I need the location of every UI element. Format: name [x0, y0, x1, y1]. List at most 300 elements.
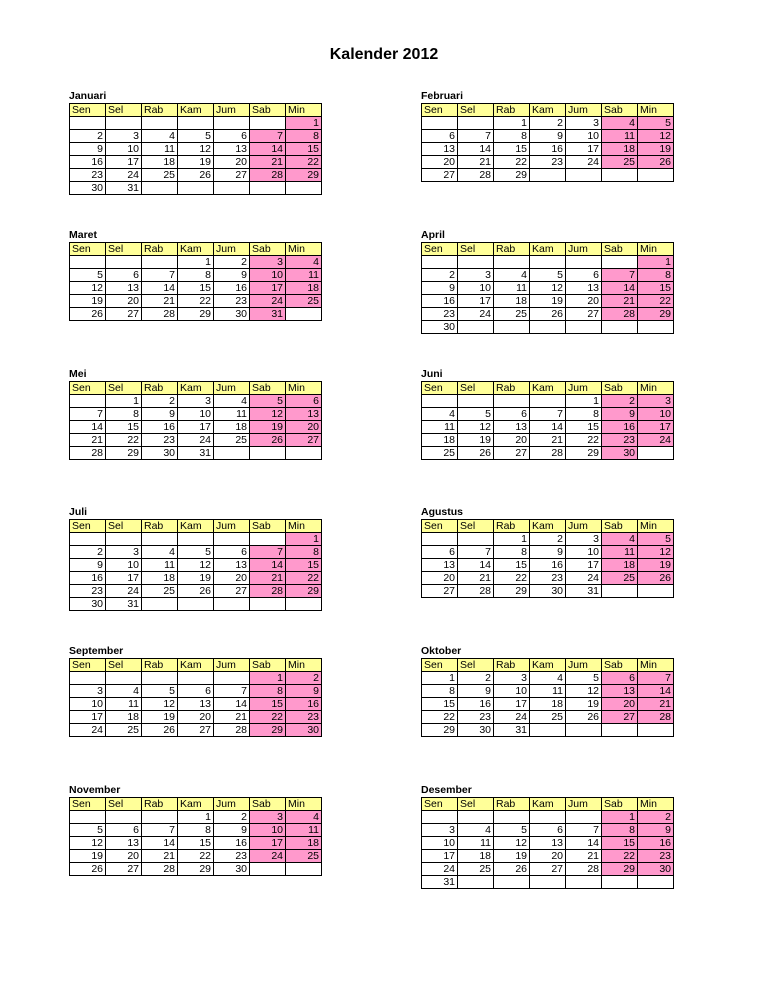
- day-cell: 28: [530, 447, 566, 460]
- empty-cell: [250, 447, 286, 460]
- weekday-header: Jum: [566, 520, 602, 533]
- day-cell: 10: [106, 143, 142, 156]
- month-name: September: [69, 645, 124, 657]
- weekend-day-cell: 8: [286, 546, 322, 559]
- empty-cell: [178, 598, 214, 611]
- day-cell: 16: [530, 143, 566, 156]
- weekday-header: Kam: [178, 659, 214, 672]
- weekday-header: Jum: [214, 104, 250, 117]
- weekday-header: Rab: [494, 243, 530, 256]
- empty-cell: [638, 876, 674, 889]
- day-cell: 11: [458, 837, 494, 850]
- day-cell: 7: [458, 546, 494, 559]
- empty-cell: [250, 533, 286, 546]
- empty-cell: [70, 117, 106, 130]
- day-cell: 29: [494, 585, 530, 598]
- week-row: [70, 117, 322, 130]
- weekday-header: Sab: [602, 104, 638, 117]
- day-cell: 8: [566, 408, 602, 421]
- weekend-day-cell: 11: [286, 824, 322, 837]
- day-cell: 29: [494, 169, 530, 182]
- day-cell: 20: [106, 295, 142, 308]
- day-cell: 4: [142, 130, 178, 143]
- day-cell: 6: [494, 408, 530, 421]
- day-cell: 9: [142, 408, 178, 421]
- day-cell: 3: [422, 824, 458, 837]
- empty-cell: [422, 256, 458, 269]
- week-row: [422, 269, 674, 282]
- weekend-day-cell: 4: [286, 256, 322, 269]
- day-cell: 31: [178, 447, 214, 460]
- weekend-day-cell: 3: [638, 395, 674, 408]
- empty-cell: [566, 811, 602, 824]
- week-row: [70, 711, 322, 724]
- month-table: [421, 381, 674, 460]
- weekend-day-cell: 23: [638, 850, 674, 863]
- week-row: [70, 282, 322, 295]
- day-cell: 15: [494, 143, 530, 156]
- day-cell: 13: [214, 559, 250, 572]
- day-cell: 28: [214, 724, 250, 737]
- day-cell: 22: [494, 156, 530, 169]
- week-row: [70, 395, 322, 408]
- month-agustus: [421, 506, 673, 598]
- day-cell: 27: [422, 169, 458, 182]
- day-cell: 24: [106, 585, 142, 598]
- month-name: Februari: [421, 90, 464, 102]
- month-table: [69, 381, 322, 460]
- week-row: [70, 421, 322, 434]
- weekend-day-cell: 26: [638, 156, 674, 169]
- day-cell: 19: [178, 572, 214, 585]
- weekday-header: Kam: [530, 659, 566, 672]
- weekday-header: Sab: [250, 382, 286, 395]
- week-row: [422, 533, 674, 546]
- week-row: [70, 546, 322, 559]
- day-cell: 15: [494, 559, 530, 572]
- day-cell: 6: [214, 546, 250, 559]
- day-cell: 17: [70, 711, 106, 724]
- day-cell: 4: [214, 395, 250, 408]
- month-name: Mei: [69, 368, 87, 380]
- empty-cell: [214, 447, 250, 460]
- weekend-day-cell: 1: [286, 533, 322, 546]
- empty-cell: [494, 811, 530, 824]
- day-cell: 10: [106, 559, 142, 572]
- weekend-day-cell: 13: [286, 408, 322, 421]
- month-table: [69, 658, 322, 737]
- day-cell: 10: [178, 408, 214, 421]
- empty-cell: [566, 876, 602, 889]
- week-row: [422, 876, 674, 889]
- week-row: [422, 408, 674, 421]
- day-cell: 6: [214, 130, 250, 143]
- weekend-day-cell: 8: [250, 685, 286, 698]
- weekday-header: Sel: [458, 382, 494, 395]
- weekend-day-cell: 1: [286, 117, 322, 130]
- weekend-day-cell: 4: [602, 117, 638, 130]
- weekday-header-row: [70, 520, 322, 533]
- day-cell: 15: [106, 421, 142, 434]
- empty-cell: [458, 117, 494, 130]
- day-cell: 9: [530, 546, 566, 559]
- weekday-header: Rab: [142, 104, 178, 117]
- weekend-day-cell: 19: [638, 143, 674, 156]
- week-row: [422, 724, 674, 737]
- weekday-header: Min: [286, 243, 322, 256]
- empty-cell: [142, 533, 178, 546]
- week-row: [422, 321, 674, 334]
- empty-cell: [530, 169, 566, 182]
- month-name: Oktober: [421, 645, 462, 657]
- month-name: Desember: [421, 784, 472, 796]
- day-cell: 26: [70, 863, 106, 876]
- day-cell: 26: [142, 724, 178, 737]
- weekday-header: Jum: [566, 798, 602, 811]
- week-row: [70, 672, 322, 685]
- day-cell: 25: [458, 863, 494, 876]
- weekday-header: Sen: [70, 659, 106, 672]
- day-cell: 13: [422, 143, 458, 156]
- weekend-day-cell: 21: [250, 156, 286, 169]
- day-cell: 12: [566, 685, 602, 698]
- weekend-day-cell: 12: [250, 408, 286, 421]
- week-row: [70, 850, 322, 863]
- weekday-header: Jum: [566, 104, 602, 117]
- day-cell: 25: [106, 724, 142, 737]
- day-cell: 11: [106, 698, 142, 711]
- weekday-header: Jum: [214, 520, 250, 533]
- day-cell: 10: [422, 837, 458, 850]
- day-cell: 26: [458, 447, 494, 460]
- month-table: [69, 103, 322, 195]
- day-cell: 26: [70, 308, 106, 321]
- weekday-header: Rab: [494, 382, 530, 395]
- week-row: [422, 308, 674, 321]
- day-cell: 2: [70, 130, 106, 143]
- weekend-day-cell: 21: [638, 698, 674, 711]
- weekend-day-cell: 9: [638, 824, 674, 837]
- weekend-day-cell: 17: [250, 837, 286, 850]
- day-cell: 4: [458, 824, 494, 837]
- week-row: [70, 156, 322, 169]
- day-cell: 19: [530, 295, 566, 308]
- weekday-header: Min: [638, 382, 674, 395]
- empty-cell: [142, 672, 178, 685]
- day-cell: 24: [494, 711, 530, 724]
- empty-cell: [458, 321, 494, 334]
- day-cell: 6: [106, 824, 142, 837]
- week-row: [422, 434, 674, 447]
- month-name: Juni: [421, 368, 443, 380]
- day-cell: 14: [566, 837, 602, 850]
- empty-cell: [566, 169, 602, 182]
- weekend-day-cell: 1: [638, 256, 674, 269]
- weekend-day-cell: 29: [250, 724, 286, 737]
- week-row: [422, 585, 674, 598]
- weekday-header: Sen: [70, 382, 106, 395]
- page-title: Kalender 2012: [329, 46, 439, 63]
- weekday-header: Rab: [142, 798, 178, 811]
- empty-cell: [638, 321, 674, 334]
- day-cell: 1: [178, 256, 214, 269]
- empty-cell: [250, 598, 286, 611]
- week-row: [422, 698, 674, 711]
- weekend-day-cell: 6: [602, 672, 638, 685]
- empty-cell: [70, 672, 106, 685]
- weekend-day-cell: 14: [602, 282, 638, 295]
- weekend-day-cell: 26: [250, 434, 286, 447]
- day-cell: 5: [142, 685, 178, 698]
- day-cell: 30: [70, 182, 106, 195]
- day-cell: 27: [106, 863, 142, 876]
- month-name: November: [69, 784, 121, 796]
- day-cell: 8: [106, 408, 142, 421]
- empty-cell: [178, 182, 214, 195]
- weekend-day-cell: 28: [638, 711, 674, 724]
- weekday-header-row: [422, 659, 674, 672]
- day-cell: 3: [458, 269, 494, 282]
- weekend-day-cell: 12: [638, 546, 674, 559]
- weekend-day-cell: 1: [250, 672, 286, 685]
- week-row: [422, 672, 674, 685]
- week-row: [422, 282, 674, 295]
- week-row: [422, 156, 674, 169]
- week-row: [422, 850, 674, 863]
- weekend-day-cell: 15: [638, 282, 674, 295]
- day-cell: 3: [566, 533, 602, 546]
- day-cell: 20: [422, 156, 458, 169]
- day-cell: 13: [494, 421, 530, 434]
- day-cell: 17: [106, 572, 142, 585]
- day-cell: 4: [494, 269, 530, 282]
- weekend-day-cell: 31: [250, 308, 286, 321]
- weekend-day-cell: 7: [602, 269, 638, 282]
- day-cell: 14: [530, 421, 566, 434]
- weekday-header: Rab: [142, 659, 178, 672]
- day-cell: 30: [530, 585, 566, 598]
- day-cell: 16: [214, 282, 250, 295]
- empty-cell: [566, 321, 602, 334]
- day-cell: 23: [214, 850, 250, 863]
- weekday-header: Min: [638, 243, 674, 256]
- day-cell: 18: [142, 156, 178, 169]
- day-cell: 10: [566, 546, 602, 559]
- week-row: [422, 117, 674, 130]
- empty-cell: [106, 811, 142, 824]
- day-cell: 11: [214, 408, 250, 421]
- day-cell: 16: [422, 295, 458, 308]
- empty-cell: [602, 256, 638, 269]
- day-cell: 11: [142, 559, 178, 572]
- weekday-header: Min: [286, 659, 322, 672]
- weekend-day-cell: 7: [250, 130, 286, 143]
- day-cell: 14: [142, 837, 178, 850]
- day-cell: 20: [566, 295, 602, 308]
- day-cell: 31: [566, 585, 602, 598]
- empty-cell: [602, 876, 638, 889]
- empty-cell: [602, 169, 638, 182]
- weekday-header: Min: [286, 382, 322, 395]
- week-row: [70, 447, 322, 460]
- weekend-day-cell: 11: [602, 130, 638, 143]
- weekday-header: Kam: [178, 798, 214, 811]
- day-cell: 28: [70, 447, 106, 460]
- day-cell: 11: [494, 282, 530, 295]
- day-cell: 13: [178, 698, 214, 711]
- weekend-day-cell: 25: [602, 572, 638, 585]
- day-cell: 28: [142, 308, 178, 321]
- weekend-day-cell: 11: [286, 269, 322, 282]
- month-table: [421, 519, 674, 598]
- weekday-header: Sab: [602, 382, 638, 395]
- empty-cell: [214, 182, 250, 195]
- month-table: [421, 242, 674, 334]
- day-cell: 8: [178, 269, 214, 282]
- weekday-header: Sen: [422, 659, 458, 672]
- weekend-day-cell: 22: [250, 711, 286, 724]
- weekend-day-cell: 29: [602, 863, 638, 876]
- day-cell: 18: [458, 850, 494, 863]
- day-cell: 24: [566, 156, 602, 169]
- day-cell: 14: [458, 559, 494, 572]
- weekday-header: Kam: [530, 520, 566, 533]
- weekend-day-cell: 30: [286, 724, 322, 737]
- day-cell: 8: [494, 130, 530, 143]
- weekday-header: Jum: [566, 243, 602, 256]
- weekend-day-cell: 25: [286, 295, 322, 308]
- day-cell: 6: [106, 269, 142, 282]
- day-cell: 12: [178, 559, 214, 572]
- weekday-header: Sab: [250, 520, 286, 533]
- day-cell: 22: [422, 711, 458, 724]
- day-cell: 17: [458, 295, 494, 308]
- day-cell: 12: [142, 698, 178, 711]
- day-cell: 19: [178, 156, 214, 169]
- day-cell: 10: [566, 130, 602, 143]
- day-cell: 16: [530, 559, 566, 572]
- weekend-day-cell: 16: [638, 837, 674, 850]
- weekend-day-cell: 2: [638, 811, 674, 824]
- empty-cell: [602, 585, 638, 598]
- empty-cell: [286, 863, 322, 876]
- weekend-day-cell: 5: [638, 533, 674, 546]
- day-cell: 12: [70, 282, 106, 295]
- week-row: [70, 408, 322, 421]
- day-cell: 12: [178, 143, 214, 156]
- day-cell: 6: [530, 824, 566, 837]
- weekday-header-row: [70, 659, 322, 672]
- empty-cell: [106, 256, 142, 269]
- day-cell: 17: [106, 156, 142, 169]
- weekday-header: Sab: [250, 798, 286, 811]
- day-cell: 20: [530, 850, 566, 863]
- weekday-header: Rab: [494, 520, 530, 533]
- day-cell: 21: [530, 434, 566, 447]
- day-cell: 31: [494, 724, 530, 737]
- weekend-day-cell: 3: [250, 256, 286, 269]
- weekend-day-cell: 8: [638, 269, 674, 282]
- empty-cell: [142, 811, 178, 824]
- day-cell: 19: [70, 850, 106, 863]
- day-cell: 17: [566, 559, 602, 572]
- empty-cell: [530, 395, 566, 408]
- month-juli: [69, 506, 321, 611]
- empty-cell: [530, 321, 566, 334]
- day-cell: 29: [106, 447, 142, 460]
- day-cell: 22: [106, 434, 142, 447]
- month-februari: [421, 90, 673, 182]
- day-cell: 2: [530, 117, 566, 130]
- empty-cell: [142, 598, 178, 611]
- day-cell: 2: [458, 672, 494, 685]
- weekend-day-cell: 4: [286, 811, 322, 824]
- weekday-header: Sen: [422, 798, 458, 811]
- weekday-header: Rab: [494, 104, 530, 117]
- day-cell: 13: [106, 282, 142, 295]
- day-cell: 15: [178, 282, 214, 295]
- month-november: [69, 784, 321, 876]
- month-table: [69, 519, 322, 611]
- weekend-day-cell: 20: [286, 421, 322, 434]
- month-table: [421, 103, 674, 182]
- day-cell: 6: [422, 546, 458, 559]
- week-row: [70, 585, 322, 598]
- weekend-day-cell: 28: [250, 585, 286, 598]
- day-cell: 25: [530, 711, 566, 724]
- weekday-header: Sab: [250, 659, 286, 672]
- day-cell: 7: [70, 408, 106, 421]
- weekend-day-cell: 5: [638, 117, 674, 130]
- day-cell: 9: [70, 559, 106, 572]
- day-cell: 23: [70, 169, 106, 182]
- day-cell: 23: [458, 711, 494, 724]
- weekday-header: Sel: [106, 104, 142, 117]
- weekday-header: Rab: [142, 520, 178, 533]
- weekend-day-cell: 8: [286, 130, 322, 143]
- day-cell: 31: [106, 598, 142, 611]
- day-cell: 4: [530, 672, 566, 685]
- week-row: [70, 724, 322, 737]
- day-cell: 14: [70, 421, 106, 434]
- day-cell: 26: [178, 169, 214, 182]
- day-cell: 13: [530, 837, 566, 850]
- day-cell: 1: [494, 117, 530, 130]
- day-cell: 3: [106, 130, 142, 143]
- day-cell: 18: [106, 711, 142, 724]
- day-cell: 23: [530, 572, 566, 585]
- weekend-day-cell: 2: [286, 672, 322, 685]
- week-row: [70, 308, 322, 321]
- weekday-header: Min: [286, 798, 322, 811]
- weekend-day-cell: 15: [286, 143, 322, 156]
- day-cell: 13: [422, 559, 458, 572]
- empty-cell: [458, 533, 494, 546]
- empty-cell: [422, 117, 458, 130]
- weekday-header: Sel: [458, 798, 494, 811]
- day-cell: 20: [106, 850, 142, 863]
- day-cell: 26: [178, 585, 214, 598]
- weekday-header: Jum: [214, 243, 250, 256]
- day-cell: 22: [178, 850, 214, 863]
- weekend-day-cell: 17: [250, 282, 286, 295]
- weekend-day-cell: 23: [286, 711, 322, 724]
- weekday-header: Jum: [214, 382, 250, 395]
- weekday-header: Kam: [178, 243, 214, 256]
- day-cell: 16: [142, 421, 178, 434]
- day-cell: 16: [458, 698, 494, 711]
- day-cell: 3: [566, 117, 602, 130]
